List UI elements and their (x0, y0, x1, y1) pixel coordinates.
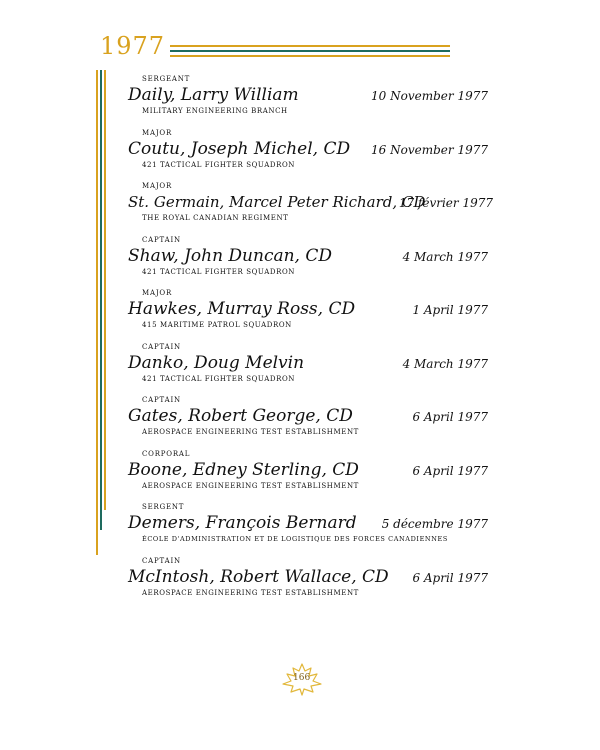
entry-unit: 421 TACTICAL FIGHTER SQUADRON (142, 267, 296, 276)
entry-rank: CORPORAL (142, 449, 191, 458)
entry-unit: AEROSPACE ENGINEERING TEST ESTABLISHMENT (142, 588, 359, 597)
entry-name: Hawkes, Murray Ross, CD (128, 299, 356, 319)
entry-rank: MAJOR (142, 289, 173, 297)
entry-date: 6 April 1977 (412, 410, 488, 424)
entry-unit: THE ROYAL CANADIAN REGIMENT (142, 214, 289, 222)
entry-rank: MAJOR (142, 182, 173, 190)
page-year: 1977 (100, 32, 166, 60)
entry-rank: CAPTAIN (142, 556, 181, 565)
entry-rank: MAJOR (142, 128, 173, 137)
entry-date: 6 April 1977 (412, 463, 488, 478)
entry (128, 396, 488, 450)
header-rule-green (170, 50, 450, 52)
entry-unit: AEROSPACE ENGINEERING TEST ESTABLISHMENT (142, 481, 359, 490)
entry-unit: 421 TACTICAL FIGHTER SQUADRON (142, 374, 296, 383)
entry-rank: CAPTAIN (142, 396, 181, 404)
entry (128, 503, 488, 557)
entry-unit: AEROSPACE ENGINEERING TEST ESTABLISHMENT (142, 428, 359, 436)
entry (128, 75, 488, 129)
entry-date: 4 March 1977 (402, 249, 488, 264)
side-rule-gold-outer (96, 70, 98, 555)
header-rule-gold-top (170, 45, 450, 47)
entry (128, 557, 488, 611)
entry (128, 343, 488, 397)
entry-rank: SERGENT (142, 503, 185, 511)
header-rule-gold-bottom (170, 55, 450, 57)
entry-name: Demers, François Bernard (128, 513, 357, 533)
entry (128, 236, 488, 290)
entry-unit: 421 TACTICAL FIGHTER SQUADRON (142, 160, 296, 169)
entry-unit: ÉCOLE D'ADMINISTRATION ET DE LOGISTIQUE DES FORCES CANADIENNES (142, 535, 448, 543)
entry-name: Danko, Doug Melvin (128, 352, 305, 373)
entry-date: 1 April 1977 (412, 303, 488, 317)
entry (128, 450, 488, 504)
entry (128, 289, 488, 343)
entry-unit: 415 MARITIME PATROL SQUADRON (142, 321, 292, 329)
entry-name: Daily, Larry William (128, 85, 299, 105)
side-rule-gold-inner (104, 70, 106, 510)
entry-name: Coutu, Joseph Michel, CD (128, 138, 351, 159)
entry (128, 129, 488, 183)
entry-rank: SERGEANT (142, 75, 191, 83)
entry-name: St. Germain, Marcel Peter Richard, CD (128, 193, 426, 211)
entry-unit: MILITARY ENGINEERING BRANCH (142, 107, 288, 115)
entry-rank: CAPTAIN (142, 235, 181, 244)
entry-rank: CAPTAIN (142, 342, 181, 351)
side-rule-green (100, 70, 102, 530)
memorial-entries (128, 75, 493, 610)
entry-date: 6 April 1977 (412, 570, 488, 585)
entry-date: 4 March 1977 (402, 356, 488, 371)
entry-name: Gates, Robert George, CD (128, 406, 353, 426)
entry-name: McIntosh, Robert Wallace, CD (128, 566, 389, 587)
entry-date: 5 décembre 1977 (381, 517, 488, 531)
entry (128, 182, 493, 236)
entry-date: 17 février 1977 (398, 196, 493, 210)
entry-name: Shaw, John Duncan, CD (128, 245, 332, 266)
entry-name: Boone, Edney Sterling, CD (128, 459, 359, 480)
page-number: 166 (293, 673, 311, 683)
entry-date: 10 November 1977 (371, 89, 488, 103)
entry-date: 16 November 1977 (371, 142, 488, 157)
